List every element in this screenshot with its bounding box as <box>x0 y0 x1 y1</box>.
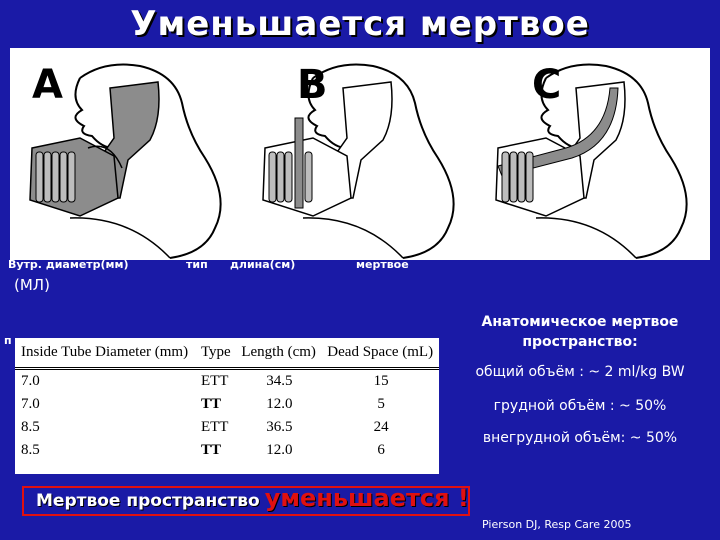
airway-diagram <box>10 48 710 260</box>
table-cell: 34.5 <box>266 373 293 389</box>
column-label-type: тип <box>186 258 208 271</box>
conclusion-emphasis: уменьшается ! <box>264 484 469 512</box>
table-header: Length (cm) <box>235 338 321 369</box>
heading-line-1: Анатомическое мертвое <box>481 314 679 330</box>
tube-table <box>15 338 439 474</box>
column-label-ml: (МЛ) <box>14 276 50 294</box>
column-label-inner-diameter: Вутр. диаметр(мм) <box>8 258 129 271</box>
diagram-panel-c <box>476 48 709 260</box>
diagram-panel-b <box>243 48 476 260</box>
diagram-panel-a <box>10 48 243 260</box>
table-cell: 6 <box>377 442 385 458</box>
head-airway-illustration-b <box>243 48 476 260</box>
column-label-p: п <box>4 334 12 347</box>
table-cell: 7.0 <box>21 396 40 412</box>
head-airway-illustration-c <box>476 48 709 260</box>
table-cell: 15 <box>373 373 389 389</box>
column-label-length: длина(см) <box>230 258 296 271</box>
table-cell: 8.5 <box>21 419 40 435</box>
table-row <box>15 416 439 439</box>
panel-label-a: A <box>32 62 63 108</box>
table-cell: TT <box>200 442 221 458</box>
table-cell: 12.0 <box>266 396 293 412</box>
table-header: Inside Tube Diameter (mm) <box>15 338 195 369</box>
table-header: Dead Space (mL) <box>321 338 439 369</box>
table-cell: ETT <box>200 419 229 435</box>
table-cell: 12.0 <box>266 442 293 458</box>
table-cell: 24 <box>373 419 389 435</box>
panel-label-c: C <box>532 62 562 108</box>
table-cell: 8.5 <box>21 442 40 458</box>
anatomical-dead-space-heading <box>445 312 715 352</box>
table-row <box>15 439 439 462</box>
heading-line-2: пространство: <box>522 334 638 350</box>
column-label-dead-space: мертвое <box>356 258 409 271</box>
panel-label-b: B <box>297 62 328 108</box>
total-volume-text: общий объём : ~ 2 ml/kg BW <box>475 364 685 380</box>
table-cell: 7.0 <box>21 373 40 389</box>
citation: Pierson DJ, Resp Care 2005 <box>482 518 632 531</box>
table-cell: TT <box>200 396 221 412</box>
table-cell: 36.5 <box>266 419 293 435</box>
table-cell: ETT <box>200 373 229 389</box>
table-row <box>15 393 439 416</box>
table-cell: 5 <box>377 396 385 412</box>
table-header-row <box>15 338 439 369</box>
slide-title: Уменьшается мертвое <box>130 4 590 44</box>
conclusion-text <box>36 484 469 512</box>
table-row <box>15 369 439 394</box>
conclusion-label: Мертвое пространство <box>36 491 260 511</box>
table-header: Type <box>195 338 235 369</box>
extrathoracic-volume-text: внегрудной объём: ~ 50% <box>482 430 678 446</box>
thoracic-volume-text: грудной объём : ~ 50% <box>493 398 667 414</box>
